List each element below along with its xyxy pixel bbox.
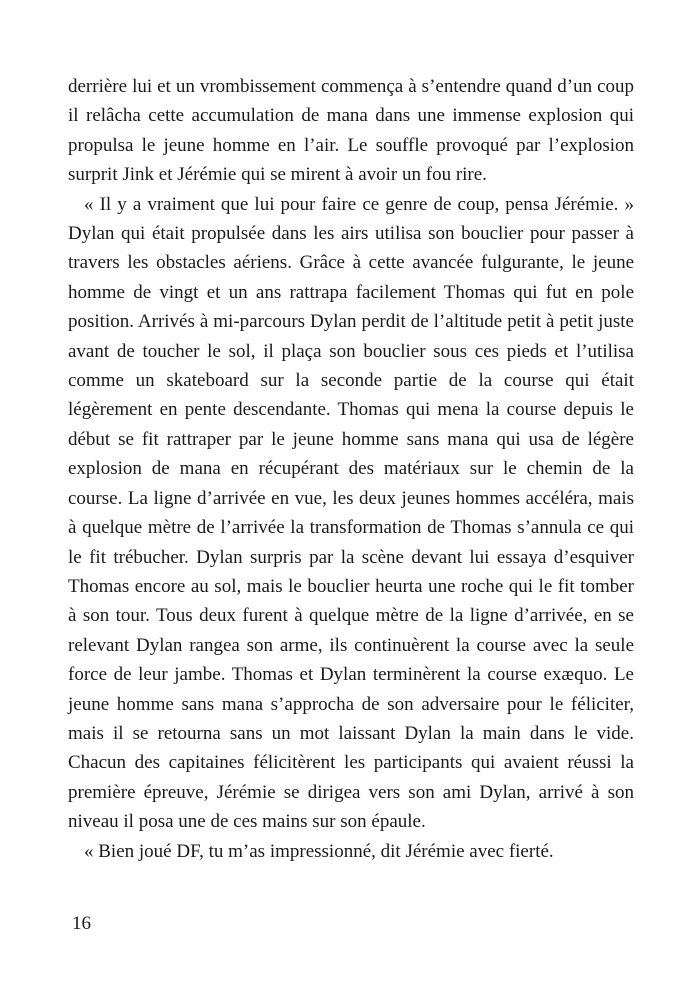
paragraph-1: derrière lui et un vrombissement commença à s’entendre quand d’un coup il relâcha cette accumulation de mana dans une immense explosion qui propulsa le jeune homme en l’air. Le souffle provoqué par l’explosion surprit Jink et Jérémie qui se mirent à avoir un fou rire. [68,76,634,186]
page-number: 16 [72,913,91,934]
paragraph-3: « Bien joué DF, tu m’as impressionné, dit Jérémie avec fierté. [84,840,554,862]
page-body [68,72,634,866]
paragraph-2: « Il y a vraiment que lui pour faire ce genre de coup, pensa Jérémie. » Dylan qui était propulsée dans les airs utilisa son bouclier pour passer à travers les obstacles aériens. Grâce à cette avancée fulgurante, le jeune homme de vingt et un ans rattrapa facilement Thomas qui fut en pole position. Arrivés à mi-parcours Dylan perdit de l’altitude petit à petit juste avant de toucher le sol, il plaça son bouclier sous ces pieds et l’utilisa comme un skateboard sur la seconde partie de la course qui était légèrement en pente descendante. Thomas qui mena la course depuis le début se fit rattraper par le jeune homme sans mana qui usa de légère explosion de mana en récupérant des matériaux sur le chemin de la course. La ligne d’arrivée en vue, les deux jeunes hommes accéléra, mais à quelque mètre de l’arrivée la transformation de Thomas s’annula ce qui le fit trébucher. Dylan surpris par la scène devant lui essaya d’esquiver Thomas encore au sol, mais le bouclier heurta une roche qui le fit tomber à son tour. Tous deux furent à quelque mètre de la ligne d’arrivée, en se relevant Dylan rangea son arme, ils continuèrent la course avec la seule force de leur jambe. Thomas et Dylan terminèrent la course exæquo. Le jeune homme sans mana s’approcha de son adversaire pour le féliciter, mais il se retourna sans un mot laissant Dylan la main dans le vide. Chacun des capitaines félicitèrent les participants qui avaient réussi la première épreuve, Jérémie se dirigea vers son ami Dylan, arrivé à son niveau il posa une de ces mains sur son épaule. [68,193,634,833]
